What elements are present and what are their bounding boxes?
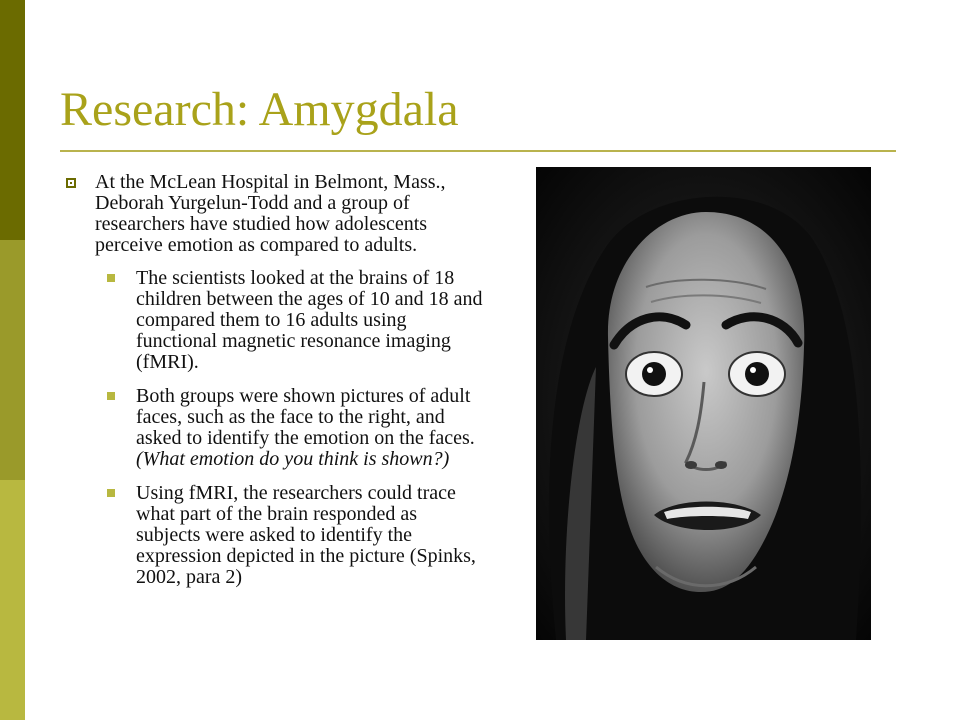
side-bar-middle bbox=[0, 240, 25, 480]
main-bullet bbox=[66, 172, 486, 256]
sub-bullet-1 bbox=[66, 268, 486, 373]
square-bullet-icon bbox=[107, 392, 115, 400]
slide-title: Research: Amygdala bbox=[60, 83, 459, 136]
side-bar-top bbox=[0, 0, 25, 240]
square-bullet-icon bbox=[107, 489, 115, 497]
sub-bullet-1-text: The scientists looked at the brains of 18 children between the ages of 10 and 18 and compared them to 16 adults using functional magnetic resonance imaging (fMRI). bbox=[136, 267, 483, 373]
sub-bullet-2-text: Both groups were shown pictures of adult faces, such as the face to the right, and asked to identify the emotion on the faces. bbox=[136, 385, 475, 449]
sub-bullet-2 bbox=[66, 386, 486, 470]
sub-bullet-2-question: (What emotion do you think is shown?) bbox=[136, 448, 450, 470]
square-bullet-icon bbox=[107, 274, 115, 282]
face-illustration bbox=[536, 167, 871, 640]
side-bar-bottom bbox=[0, 480, 25, 720]
title-divider bbox=[60, 150, 896, 152]
slide-body bbox=[66, 172, 486, 601]
sub-bullet-3-text: Using fMRI, the researchers could trace what part of the brain responded as subjects were asked to identify the expression depicted in the picture (Spinks, 2002, para 2) bbox=[136, 482, 476, 588]
main-bullet-text: At the McLean Hospital in Belmont, Mass., Deborah Yurgelun-Todd and a group of researchers have studied how adolescents perceive emotion as compared to adults. bbox=[95, 171, 446, 256]
box-bullet-icon bbox=[66, 178, 76, 188]
fearful-face-photo bbox=[536, 167, 871, 640]
sub-bullet-3 bbox=[66, 483, 486, 588]
